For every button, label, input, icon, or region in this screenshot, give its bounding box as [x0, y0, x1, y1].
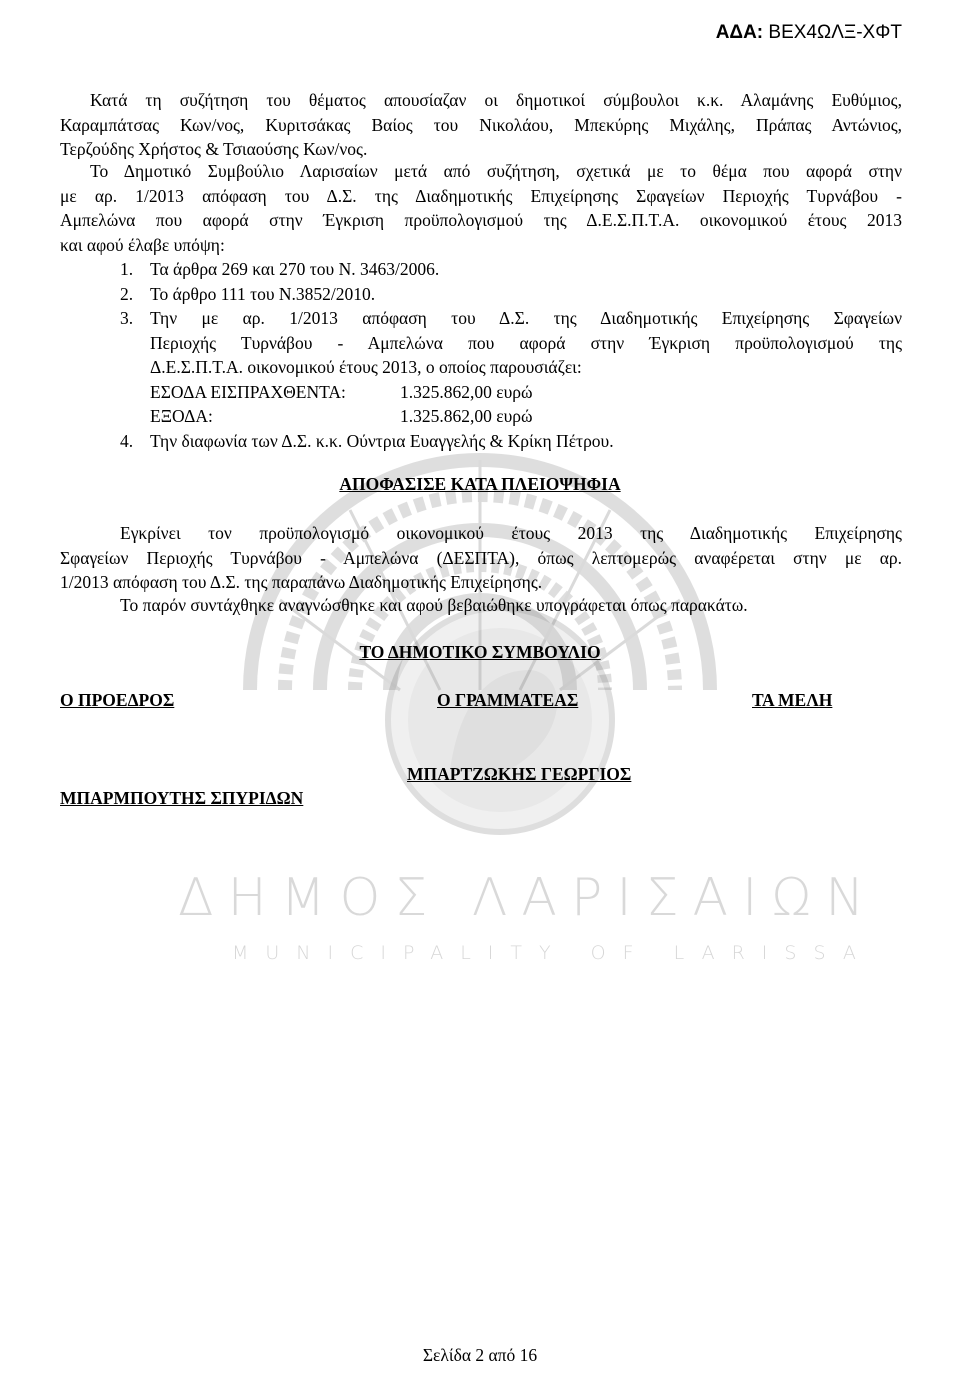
list-item: [120, 257, 902, 282]
council-paragraph: [60, 159, 902, 257]
text-line: Αμπελώνα που αφορά στην Έγκριση προϋπολογισμού της Δ.Ε.Σ.Π.Τ.Α. οικονομικού έτους 2013: [60, 210, 902, 230]
text-line: Περιοχής Τυρνάβου - Αμπελώνα που αφορά στην Έγκριση προϋπολογισμού της: [150, 332, 902, 353]
ada-value: ΒΕΧ4ΩΛΞ-ΧΦΤ: [768, 22, 902, 43]
text-line: Την διαφωνία των Δ.Σ. κ.κ. Ούντρια Ευαγγελής & Κρίκη Πέτρου.: [150, 430, 614, 451]
page-number: Σελίδα 2 από 16: [422, 1345, 538, 1365]
president-name: ΜΠΑΡΜΠΟΥΤΗΣ ΣΠΥΡΙΔΩΝ: [60, 788, 304, 808]
watermark-title: ΔΗΜΟΣ ΛΑΡΙΣΑΙΩΝ: [178, 868, 879, 928]
expenses-label: ΕΞΟΔΑ:: [150, 406, 213, 426]
revenue-row: [150, 380, 902, 405]
text-line: Το Δημοτικό Συμβούλιο Λαρισαίων μετά από συζήτηση, σχετικά με το θέμα που αφορά στην: [90, 161, 902, 181]
watermark-subtitle: MUNICIPALITY OF LARISSA: [232, 942, 873, 964]
coin-watermark: [380, 600, 620, 840]
text-line: και αφού έλαβε υπόψη:: [60, 234, 225, 255]
text-line: 1/2013 απόφαση του Δ.Σ. της παραπάνω Διαδημοτικής Επιχείρησης.: [60, 572, 543, 592]
list-number: 3.: [120, 308, 134, 328]
list-number: 4.: [120, 430, 134, 451]
text-line: Δ.Ε.Σ.Π.Τ.Α. οικονομικού έτους 2013, ο οποίος παρουσιάζει:: [150, 357, 582, 377]
council-title: ΤΟ ΔΗΜΟΤΙΚΟ ΣΥΜΒΟΥΛΙΟ: [359, 642, 601, 662]
text-line: με αρ. 1/2013 απόφαση του Δ.Σ. της Διαδημοτικής Επιχείρησης Σφαγείων Περιοχής Τυρνάβου -: [60, 185, 902, 206]
list-item: [120, 429, 902, 454]
list-item: [120, 306, 902, 429]
absence-paragraph: [60, 88, 902, 162]
text-line: Την με αρ. 1/2013 απόφαση του Δ.Σ. της Διαδημοτικής Επιχείρησης Σφαγείων: [150, 308, 902, 328]
text-line: Τα άρθρα 269 και 270 του Ν. 3463/2006.: [150, 259, 440, 279]
text-line: Εγκρίνει τον προϋπολογισμό οικονομικού έτους 2013 της Διαδημοτικής Επιχείρησης: [120, 523, 902, 543]
decision-paragraph: [60, 521, 902, 595]
text-line: Καραμπάτσας Κων/νος, Κυριτσάκας Βαίος του Νικολάου, Μπεκύρης Μιχάλης, Πράπας Αντώνιος,: [60, 114, 902, 135]
text-line: Τερζούδης Χρήστος & Τσιαούσης Κων/νος.: [60, 139, 368, 159]
closing-sentence: Το παρόν συντάχθηκε αναγνώσθηκε και αφού βεβαιώθηκε υπογράφεται όπως παρακάτω.: [120, 595, 748, 615]
list-number: 1.: [120, 259, 134, 279]
list-item: [120, 282, 902, 307]
revenue-value: 1.325.862,00 ευρώ: [400, 381, 533, 402]
text-line: Κατά τη συζήτηση του θέματος απουσίαζαν οι δημοτικοί σύμβουλοι κ.κ. Αλαμάνης Ευθύμιος,: [90, 90, 902, 110]
ada-code: [716, 22, 902, 44]
secretary-name: ΜΠΑΡΤΖΩΚΗΣ ΓΕΩΡΓΙΟΣ: [407, 764, 632, 784]
president-title: Ο ΠΡΟΕΔΡΟΣ: [60, 690, 175, 710]
list-number: 2.: [120, 283, 134, 304]
members-title: ΤΑ ΜΕΛΗ: [752, 690, 833, 710]
decision-heading: ΑΠΟΦΑΣΙΣΕ ΚΑΤΑ ΠΛΕΙΟΨΗΦΙΑ: [339, 474, 621, 494]
revenue-label: ΕΣΟΔΑ ΕΙΣΠΡΑΧΘΕΝΤΑ:: [150, 381, 346, 402]
expenses-row: [150, 404, 902, 429]
expenses-value: 1.325.862,00 ευρώ: [400, 406, 533, 426]
ada-label: ΑΔΑ:: [715, 22, 764, 43]
considerations-list: [120, 257, 902, 453]
secretary-title: Ο ΓΡΑΜΜΑΤΕΑΣ: [437, 690, 579, 710]
text-line: Σφαγείων Περιοχής Τυρνάβου - Αμπελώνα (ΔΕΣΠΤΑ), όπως λεπτομερώς αναφέρεται στην με αρ.: [60, 547, 902, 568]
text-line: Το άρθρο 111 του Ν.3852/2010.: [150, 283, 376, 304]
